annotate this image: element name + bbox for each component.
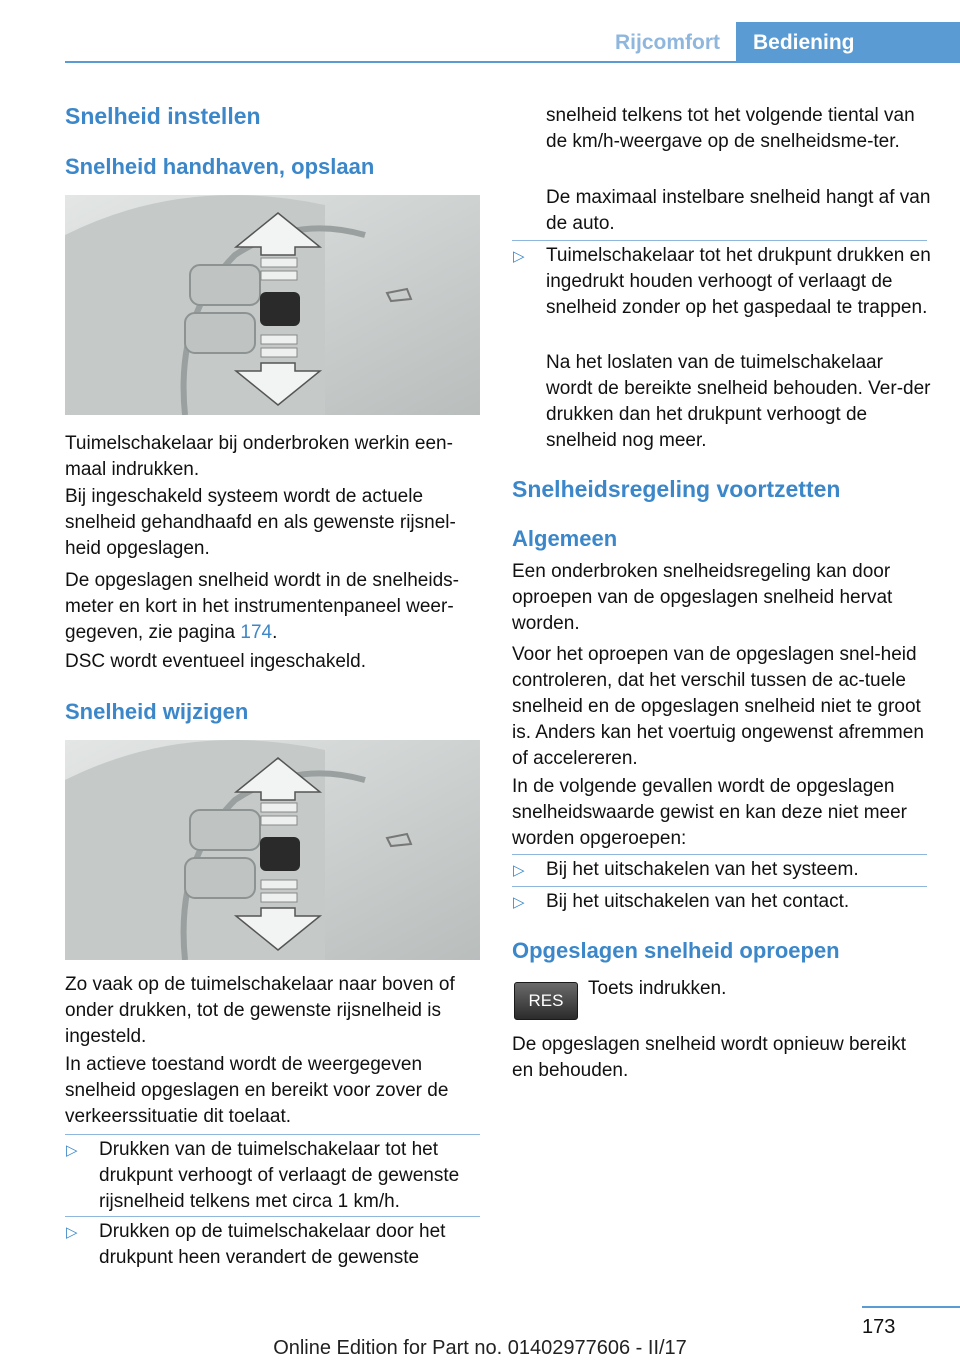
- header-chapter: Bediening: [736, 22, 960, 63]
- list-divider: [512, 886, 927, 887]
- list-item-contact: Bij het uitschakelen van het contact.: [546, 891, 850, 912]
- heading-algemeen: Algemeen: [512, 526, 618, 551]
- list-divider: [512, 240, 927, 241]
- para-dsc: DSC wordt eventueel ingeschakeld.: [65, 651, 367, 672]
- res-button-icon: RES: [514, 982, 578, 1020]
- para-opgeslagen-text: De opgeslagen snelheid wordt in de snelheids-meter en kort in het instrumentenpaneel weer-gegeven, zie pagina: [65, 570, 459, 643]
- list-divider: [65, 1216, 480, 1217]
- footer-edition: Online Edition for Part no. 01402977606 - II/17: [273, 1337, 687, 1359]
- list-divider: [512, 854, 927, 855]
- bullet-triangle-icon: ▷: [513, 862, 525, 879]
- para-zo-vaak: Zo vaak op de tuimelschakelaar naar boven of onder drukken, tot de gewenste rijsnelheid is ingesteld.: [65, 974, 455, 1047]
- heading-handhaven-opslaan: Snelheid handhaven, opslaan: [65, 154, 375, 179]
- bullet-triangle-icon: ▷: [513, 894, 525, 911]
- heading-snelheid-instellen: Snelheid instellen: [65, 103, 261, 129]
- footer-rule: [862, 1306, 960, 1308]
- para-gewist: In de volgende gevallen wordt de opgeslagen snelheidswaarde gewist en kan deze niet meer worden opgeroepen:: [512, 776, 908, 849]
- page-link-174[interactable]: 174: [240, 622, 273, 643]
- list-item-note-max: De maximaal instelbare snelheid hangt af van de auto.: [546, 187, 931, 234]
- list-item-drukpunt-heen: Drukken op de tuimelschakelaar door het drukpunt heen verandert de gewenste: [99, 1221, 446, 1268]
- page-number: 173: [862, 1316, 896, 1338]
- para-opgeslagen: [65, 568, 480, 646]
- list-item-drukken: Drukken van de tuimelschakelaar tot het drukpunt verhoogt of verlaagt de gewenste rijsnelheid telkens met circa 1 km/h.: [99, 1139, 460, 1212]
- list-item-ingedrukt-houden: Tuimelschakelaar tot het drukpunt drukken en ingedrukt houden verhoogt of verlaagt de snelheid zonder op het gaspedaal te trappen.: [546, 245, 931, 318]
- para-actieve-toestand: In actieve toestand wordt de weergegeven snelheid opgeslagen en bereikt voor zover de verkeerssituatie dit toelaat.: [65, 1054, 449, 1127]
- steering-wheel-switch-image-1: [65, 195, 480, 415]
- heading-oproepen: Opgeslagen snelheid oproepen: [512, 938, 840, 963]
- header-rule: [65, 61, 960, 63]
- list-item-systeem: Bij het uitschakelen van het systeem.: [546, 859, 859, 880]
- bullet-triangle-icon: ▷: [66, 1224, 78, 1241]
- list-divider: [65, 1134, 480, 1135]
- heading-snelheid-wijzigen: Snelheid wijzigen: [65, 699, 249, 724]
- bullet-triangle-icon: ▷: [66, 1142, 78, 1159]
- para-opgeslagen-end: .: [272, 622, 278, 643]
- para-toets-indrukken: Toets indrukken.: [588, 978, 727, 999]
- para-onderbroken: Een onderbroken snelheidsregeling kan door oproepen van de opgeslagen snelheid hervat worden.: [512, 561, 893, 634]
- list-item-note-loslaten: Na het loslaten van de tuimelschakelaar wordt de bereikte snelheid behouden. Ver-der drukken dan het drukpunt verhoogt de snelheid nog meer.: [546, 352, 931, 451]
- bullet-triangle-icon: ▷: [513, 248, 525, 265]
- para-opnieuw-bereikt: De opgeslagen snelheid wordt opnieuw bereikt en behouden.: [512, 1034, 906, 1081]
- steering-wheel-switch-image-2: [65, 740, 480, 960]
- list-item-continued: snelheid telkens tot het volgende tiental van de km/h-weergave op de snelheidsme-ter.: [546, 105, 915, 152]
- para-controleren: Voor het oproepen van de opgeslagen snel-heid controleren, dat het verschil tussen de ac-tuele snelheid en de opgeslagen snelheid niet te groot is. Anders kan het voertuig ongewenst afremmen of accelereren.: [512, 644, 924, 769]
- para-ingeschakeld: Bij ingeschakeld systeem wordt de actuele snelheid gehandhaafd en als gewenste rijsnel-heid opgeslagen.: [65, 486, 456, 559]
- para-indrukken: Tuimelschakelaar bij onderbroken werkin een-maal indrukken.: [65, 433, 453, 480]
- heading-voortzetten: Snelheidsregeling voortzetten: [512, 476, 841, 502]
- header-section: Rijcomfort: [615, 31, 720, 54]
